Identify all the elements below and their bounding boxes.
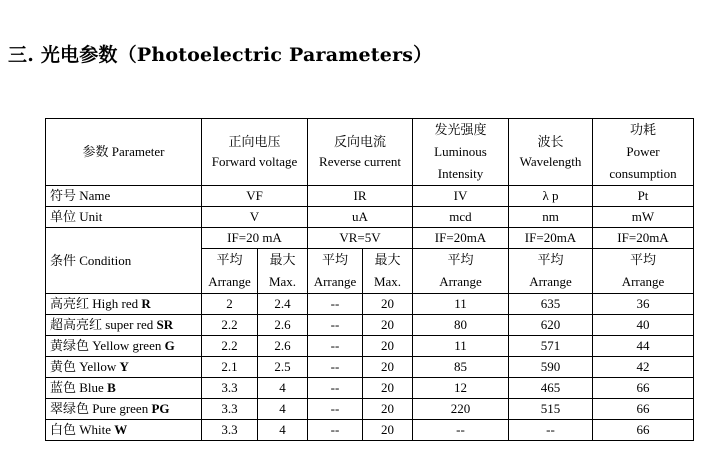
cell-ir-avg: -- xyxy=(308,315,363,336)
cell-iv: 11 xyxy=(413,294,509,315)
header-reverse-current: 反向电流 Reverse current xyxy=(308,119,413,186)
unit-wl: nm xyxy=(509,207,593,228)
led-color-name: 黄绿色 Yellow green G xyxy=(46,336,202,357)
header-power-consumption: 功耗 Power consumption xyxy=(593,119,694,186)
name-row xyxy=(46,186,694,207)
table-row xyxy=(46,315,694,336)
vf-max-subheader: 最大 Max. xyxy=(258,249,308,294)
cell-iv: 12 xyxy=(413,378,509,399)
cell-ir-avg: -- xyxy=(308,420,363,441)
name-ir: IR xyxy=(308,186,413,207)
cell-vf-avg: 3.3 xyxy=(202,420,258,441)
cell-vf-avg: 2 xyxy=(202,294,258,315)
unit-row xyxy=(46,207,694,228)
condition-row xyxy=(46,228,694,249)
led-color-name: 高亮红 High red R xyxy=(46,294,202,315)
pw-avg-subheader: 平均 Arrange xyxy=(593,249,694,294)
table-row xyxy=(46,378,694,399)
header-parameter: 参数 Parameter xyxy=(46,119,202,186)
cell-wl: 515 xyxy=(509,399,593,420)
cell-ir-avg: -- xyxy=(308,294,363,315)
table-row xyxy=(46,357,694,378)
name-pw: Pt xyxy=(593,186,694,207)
header-forward-voltage: 正向电压 Forward voltage xyxy=(202,119,308,186)
cell-vf-max: 2.6 xyxy=(258,315,308,336)
led-color-code: Y xyxy=(119,359,129,374)
condition-ir: VR=5V xyxy=(308,228,413,249)
cell-ir-avg: -- xyxy=(308,399,363,420)
cell-vf-max: 4 xyxy=(258,420,308,441)
led-color-code: SR xyxy=(156,317,174,332)
unit-ir: uA xyxy=(308,207,413,228)
led-color-name: 黄色 Yellow Y xyxy=(46,357,202,378)
cell-ir-max: 20 xyxy=(363,294,413,315)
cell-pw: 66 xyxy=(593,378,694,399)
photoelectric-parameters-table xyxy=(45,118,694,441)
cell-pw: 44 xyxy=(593,336,694,357)
cell-ir-avg: -- xyxy=(308,378,363,399)
cell-ir-max: 20 xyxy=(363,399,413,420)
name-vf: VF xyxy=(202,186,308,207)
table-row xyxy=(46,399,694,420)
cell-vf-avg: 2.2 xyxy=(202,336,258,357)
ir-avg-subheader: 平均 Arrange xyxy=(308,249,363,294)
cell-wl: 635 xyxy=(509,294,593,315)
led-color-name: 白色 White W xyxy=(46,420,202,441)
unit-vf: V xyxy=(202,207,308,228)
cell-vf-avg: 3.3 xyxy=(202,378,258,399)
ir-max-subheader: 最大 Max. xyxy=(363,249,413,294)
cell-pw: 66 xyxy=(593,399,694,420)
cell-iv: 11 xyxy=(413,336,509,357)
unit-iv: mcd xyxy=(413,207,509,228)
cell-iv: 220 xyxy=(413,399,509,420)
name-iv: IV xyxy=(413,186,509,207)
table-row xyxy=(46,336,694,357)
unit-row-label: 单位 Unit xyxy=(46,207,202,228)
name-row-label: 符号 Name xyxy=(46,186,202,207)
data-rows xyxy=(46,294,694,441)
led-color-code: PG xyxy=(151,401,170,416)
header-wavelength: 波长 Wavelength xyxy=(509,119,593,186)
cell-ir-max: 20 xyxy=(363,336,413,357)
section-heading: 三. 光电参数（Photoelectric Parameters） xyxy=(8,44,433,66)
cell-ir-max: 20 xyxy=(363,378,413,399)
header-row xyxy=(46,119,694,186)
cell-pw: 40 xyxy=(593,315,694,336)
led-color-code: W xyxy=(114,422,128,437)
cell-iv: -- xyxy=(413,420,509,441)
cell-ir-max: 20 xyxy=(363,420,413,441)
cell-wl: 465 xyxy=(509,378,593,399)
cell-vf-max: 2.6 xyxy=(258,336,308,357)
cell-iv: 85 xyxy=(413,357,509,378)
led-color-name: 超高亮红 super red SR xyxy=(46,315,202,336)
cell-pw: 66 xyxy=(593,420,694,441)
wl-avg-subheader: 平均 Arrange xyxy=(509,249,593,294)
header-luminous-intensity: 发光强度 Luminous Intensity xyxy=(413,119,509,186)
unit-pw: mW xyxy=(593,207,694,228)
condition-pw: IF=20mA xyxy=(593,228,694,249)
cell-vf-max: 2.5 xyxy=(258,357,308,378)
cell-pw: 36 xyxy=(593,294,694,315)
led-color-code: R xyxy=(141,296,151,311)
table-row xyxy=(46,420,694,441)
cell-wl: -- xyxy=(509,420,593,441)
cell-vf-avg: 2.2 xyxy=(202,315,258,336)
condition-iv: IF=20mA xyxy=(413,228,509,249)
led-color-code: B xyxy=(107,380,116,395)
iv-avg-subheader: 平均 Arrange xyxy=(413,249,509,294)
name-wl: λ p xyxy=(509,186,593,207)
cell-pw: 42 xyxy=(593,357,694,378)
condition-label: 条件 Condition xyxy=(46,228,202,294)
table-row xyxy=(46,294,694,315)
condition-vf: IF=20 mA xyxy=(202,228,308,249)
cell-vf-avg: 2.1 xyxy=(202,357,258,378)
led-color-name: 翠绿色 Pure green PG xyxy=(46,399,202,420)
cell-vf-max: 4 xyxy=(258,399,308,420)
cell-ir-max: 20 xyxy=(363,315,413,336)
cell-wl: 590 xyxy=(509,357,593,378)
condition-wl: IF=20mA xyxy=(509,228,593,249)
cell-ir-max: 20 xyxy=(363,357,413,378)
cell-vf-max: 2.4 xyxy=(258,294,308,315)
cell-wl: 620 xyxy=(509,315,593,336)
cell-wl: 571 xyxy=(509,336,593,357)
cell-vf-max: 4 xyxy=(258,378,308,399)
led-color-code: G xyxy=(164,338,175,353)
vf-avg-subheader: 平均 Arrange xyxy=(202,249,258,294)
led-color-name: 蓝色 Blue B xyxy=(46,378,202,399)
cell-ir-avg: -- xyxy=(308,357,363,378)
cell-ir-avg: -- xyxy=(308,336,363,357)
cell-vf-avg: 3.3 xyxy=(202,399,258,420)
cell-iv: 80 xyxy=(413,315,509,336)
